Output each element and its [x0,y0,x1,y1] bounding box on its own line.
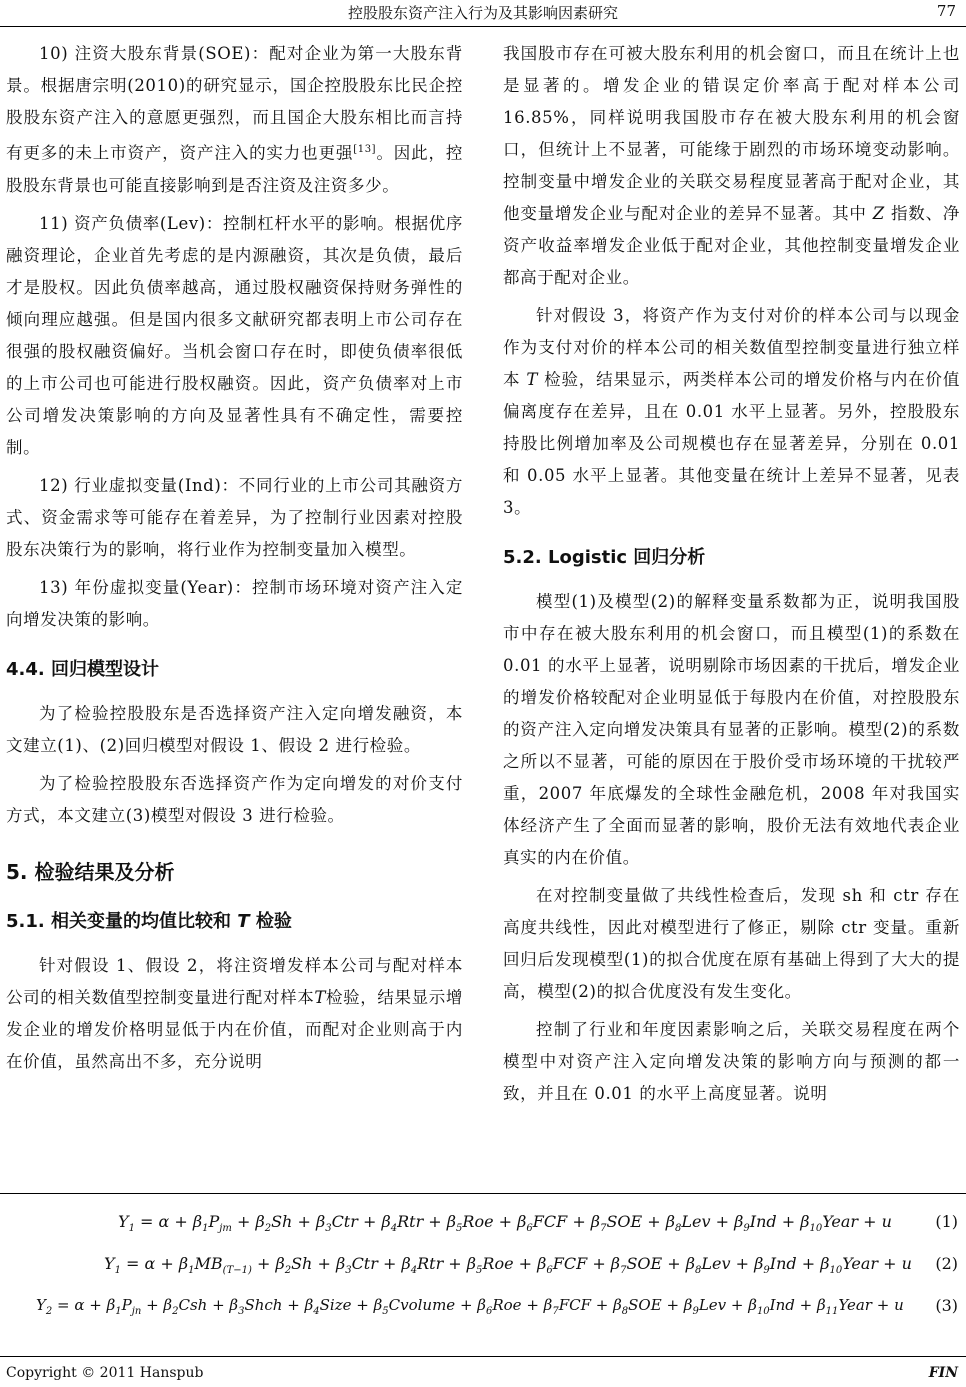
equation-separator-rule [0,1193,966,1194]
paragraph-year: 13) 年份虚拟变量(Year)：控制市场环境对资产注入定向增发决策的影响。 [6,577,463,629]
paragraph-soe: 10) 注资大股东背景(SOE)：配对企业为第一大股东背景。根据唐宗明(2010)的研究显示，国企控股股东比民企控股股东资产注入的意愿更强烈，而且国企大股东相比而言持有更多的未上市资产，资产注入的实力也更强[13]。因此，控股股东背景也可能直接影响到是否注资及注资多少。 [6,44,464,195]
heading-5-1: 5.1. 相关变量的均值比较和 T 检验 [6,910,292,932]
citation-ref: [13] [353,144,377,155]
page-number: 77 [936,2,956,20]
equation-3 [0,1292,966,1322]
heading-5: 5. 检验结果及分析 [6,859,175,884]
equation-3-number: (3) [935,1296,958,1315]
copyright-notice: Copyright © 2011 Hanspub [6,1365,204,1381]
paragraph-ind: 12) 行业虚拟变量(Ind)：不同行业的上市公司其融资方式、资金需求等可能存在着差异，为了控制行业因素对控股股东决策行为的影响，将行业作为控制变量加入模型。 [6,475,463,559]
equation-2-formula: $Y_1 = \alpha + \beta_1MB_{(T-1)} + \beta_2Sh + \beta_3Ctr + \beta_4Rtr + \beta_5Roe + \beta_6FCF + \beta_7SOE + \beta_8Lev + \beta_9Ind$ + $\beta_{10}Year + u$ [104,1254,912,1277]
equation-1-number: (1) [935,1212,958,1231]
page-footer [0,1356,966,1387]
journal-abbrev: FIN [928,1365,958,1381]
equation-2-number: (2) [935,1254,958,1273]
heading-5-2: 5.2. Logistic 回归分析 [503,547,706,568]
paragraph-hypothesis-3: 针对假设 3，将资产作为支付对价的样本公司与以现金作为支付对价的样本公司的相关数值型控制变量进行独立样本 T 检验，结果显示，两类样本公司的增发价格与内在价值偏离度存在差异，且在 0.01 水平上显著。另外，控股股东持股比例增加率及公司规模也存在显著差异，分别在 0.01 和 0.05 水平上显著。其他变量在统计上差异不显著，见表 3。 [503,306,960,517]
right-column [503,38,960,1116]
equation-2 [0,1250,966,1280]
left-column [6,38,463,1084]
equation-3-formula: $Y_2 = \alpha + \beta_1P_{jn} + \beta_2Csh$ + $\beta_3Shch$ + $\beta_4Size$ + $\beta_5Cvolume + \beta_6Roe + \beta_7FCF + \beta_8SOE + \beta_9Lev + \beta_{10}Ind$ + $\beta_{11}Year + u$ [36,1296,904,1317]
running-title: 控股股东资产注入行为及其影响因素研究 [347,4,618,22]
heading-4-4: 4.4. 回归模型设计 [6,658,159,680]
paragraph-lev: 11) 资产负债率(Lev)：控制杠杆水平的影响。根据优序融资理论，企业首先考虑的是内源融资，其次是负债，最后才是股权。因此负债率越高，通过股权融资保持财务弹性的倾向理应越强。但是国内很多文献研究都表明上市公司存在很强的股权融资偏好。当机会窗口存在时，即使负债率很低的上市公司也可能进行股权融资。因此，资产负债率对上市公司增发决策影响的方向及显著性具有不确定性，需要控制。 [6,213,463,457]
page-header [0,0,966,27]
paragraph-5-1: 针对假设 1、假设 2，将注资增发样本公司与配对样本公司的相关数值型控制变量进行配对样本T检验，结果显示增发企业的增发价格明显低于内在价值，而配对企业则高于内在价值，虽然高出不多，充分说明 [6,955,463,1071]
equation-1 [0,1208,966,1238]
paragraph-5-2-a: 模型(1)及模型(2)的解释变量系数都为正，说明我国股市中存在被大股东利用的机会窗口，而且模型(1)的系数在 0.01 的水平上显著，说明剔除市场因素的干扰后，增发企业的增发价格较配对企业明显低于每股内在价值，对控股股东的资产注入定向增发决策具有显著的正影响。模型(2)的系数之所以不显著，可能的原因在于股价受市场环境的干扰较严重，2007 年底爆发的全球性金融危机，2008 年对我国实体经济产生了全面而显著的影响，股价无法有效地代表企业真实的内在价值。 [503,592,960,867]
paragraph-4-4-a: 为了检验控股股东是否选择资产注入定向增发融资，本文建立(1)、(2)回归模型对假设 1、假设 2 进行检验。 [6,703,463,755]
paragraph-4-4-b: 为了检验控股股东否选择资产作为定向增发的对价支付方式，本文建立(3)模型对假设 3 进行检验。 [6,773,463,825]
paragraph-5-2-c: 控制了行业和年度因素影响之后，关联交易程度在两个模型中对资产注入定向增发决策的影响方向与预测的都一致，并且在 0.01 的水平上高度显著。说明 [503,1020,960,1103]
paragraph-5-1-continued: 我国股市存在可被大股东利用的机会窗口，而且在统计上也是显著的。增发企业的错误定价率高于配对样本公司 16.85%，同样说明我国股市存在被大股东利用的机会窗口，但统计上不显著，可能缘于剧烈的市场环境变动影响。控制变量中增发企业的关联交易程度显著高于配对企业，其他变量增发企业与配对企业的差异不显著。其中 Z 指数、净资产收益率增发企业低于配对企业，其他控制变量增发企业都高于配对企业。 [503,44,960,287]
paragraph-5-2-b: 在对控制变量做了共线性检查后，发现 sh 和 ctr 存在高度共线性，因此对模型进行了修正，剔除 ctr 变量。重新回归后发现模型(1)的拟合优度在原有基础上得到了大大的提高，模型(2)的拟合优度没有发生变化。 [503,886,960,1001]
equation-1-formula: $Y_1 = \alpha + \beta_1P_{jm} + \beta_2Sh + \beta_3Ctr + \beta_4Rtr + \beta_5Roe + \beta_6FCF + \beta_7SOE + \beta_8Lev + \beta_9Ind$ + $\beta_{10}Year + u$ [118,1212,892,1235]
